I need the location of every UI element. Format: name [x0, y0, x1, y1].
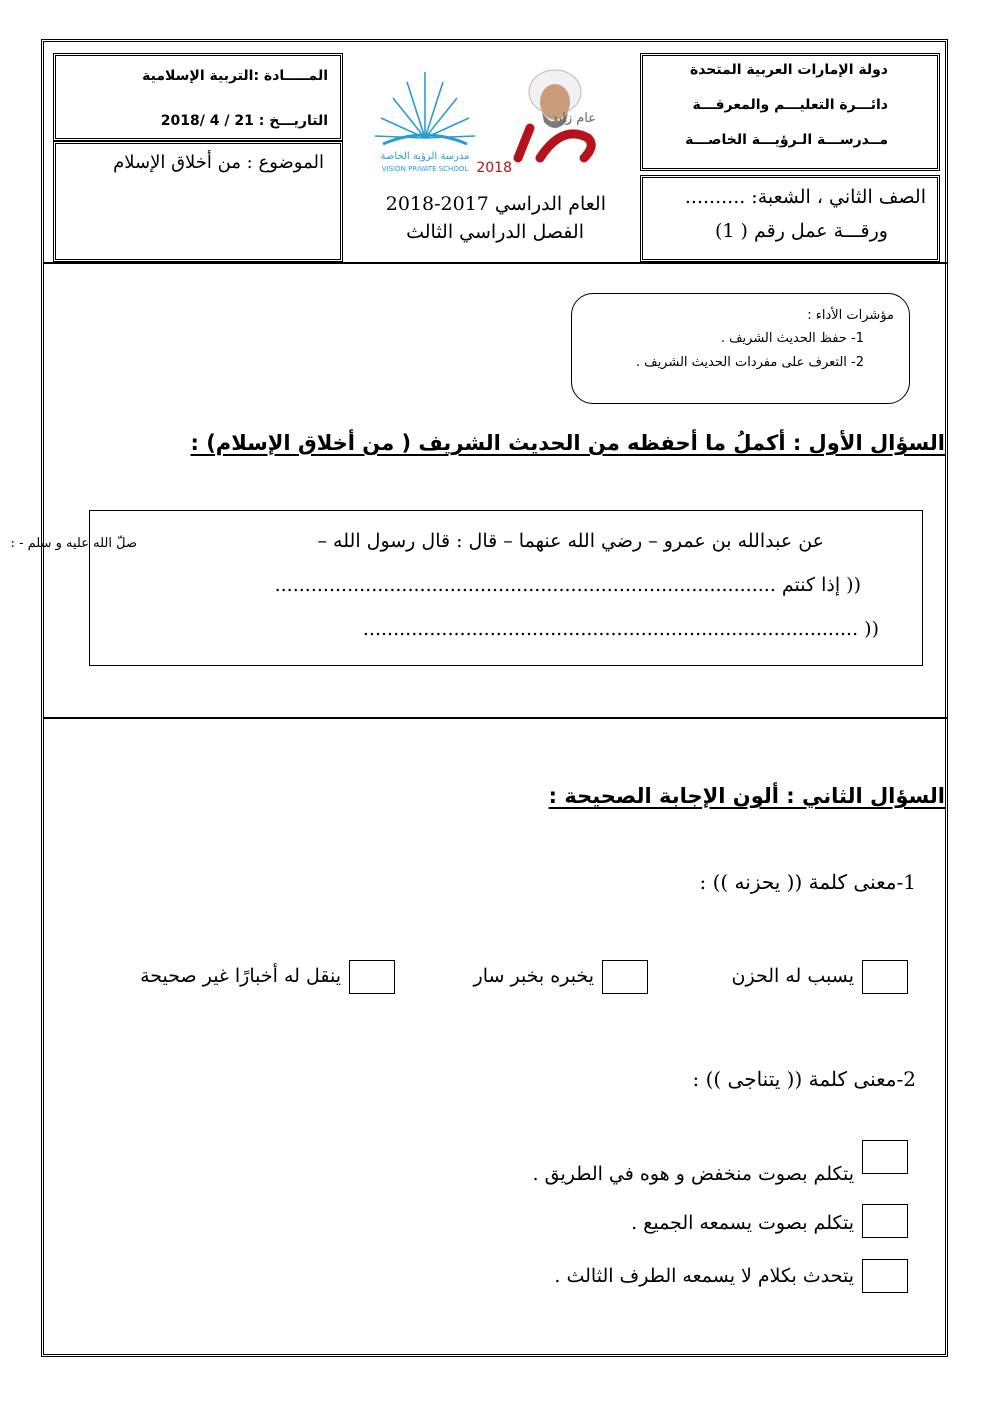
- worksheet-number: ورقـــة عمل رقم ( 1): [714, 220, 888, 242]
- zayed-logo-year: 2018: [476, 160, 512, 176]
- hadith-blank-line-2[interactable]: (( ..................................................................................: [362, 618, 879, 640]
- q2-item-2-prompt: 2-معنى كلمة (( يتناجى )) :: [692, 1067, 916, 1091]
- option-checkbox[interactable]: [602, 960, 648, 994]
- option-checkbox[interactable]: [862, 1259, 908, 1293]
- q2-item-2-option-2: يتكلم بصوت يسمعه الجميع .: [631, 1212, 854, 1234]
- academic-year: العام الدراسي 2017-2018: [385, 193, 606, 215]
- school-logo-en: VISION PRIVATE SCHOOL: [381, 165, 469, 173]
- grade-section: الصف الثاني ، الشعبة: ..........: [684, 186, 926, 208]
- school-logo: [365, 66, 485, 176]
- indicator-2: 2- التعرف على مفردات الحديث الشريف .: [635, 355, 864, 370]
- option-checkbox[interactable]: [862, 1204, 908, 1238]
- zayed-year-logo: [476, 62, 615, 177]
- country-name: دولة الإمارات العربية المتحدة: [689, 62, 888, 78]
- q2-item-2-option-3: يتحدث بكلام لا يسمعه الطرف الثالث .: [554, 1265, 854, 1287]
- hadith-blank-line-1[interactable]: (( إذا كنتم ...................................................................................: [274, 574, 861, 596]
- option-checkbox[interactable]: [862, 1140, 908, 1174]
- q2-item-1-option-1: يسبب له الحزن: [731, 965, 854, 987]
- term: الفصل الدراسي الثالث: [406, 221, 584, 243]
- q2-item-2-option-1: يتكلم بصوت منخفض و هوه في الطريق .: [532, 1163, 854, 1185]
- q2-item-1-prompt: 1-معنى كلمة (( يحزنه )) :: [699, 870, 916, 894]
- school-logo-ar: مدرسة الرؤية الخاصة: [380, 151, 470, 162]
- school-name: مــدرســـة الـرؤيـــة الخاصـــة: [685, 132, 888, 148]
- option-checkbox[interactable]: [349, 960, 395, 994]
- date: التاريـــخ : 21 / 4 /2018: [160, 113, 328, 129]
- subject: المـــــادة :التربية الإسلامية: [142, 68, 328, 84]
- hadith-salutation: صلّ الله عليه و سلم - :: [10, 536, 137, 551]
- header-divider: [44, 262, 948, 264]
- topic: الموضوع : من أخلاق الإسلام: [113, 152, 324, 173]
- question-1-title: السؤال الأول : أكملُ ما أحفظه من الحديث الشريف ( من أخلاق الإسلام) :: [190, 431, 945, 455]
- hadith-narration: عن عبدالله بن عمرو – رضي الله عنهما – قال : قال رسول الله –: [317, 530, 824, 552]
- question-2-title: السؤال الثاني : ألون الإجابة الصحيحة :: [548, 784, 945, 808]
- zayed-logo-label: عام زايد: [551, 111, 596, 126]
- q2-item-1-option-2: يخبره بخبر سار: [473, 965, 594, 987]
- section-divider: [44, 717, 948, 719]
- option-checkbox[interactable]: [862, 960, 908, 994]
- q2-item-1-option-3: ينقل له أخبارًا غير صحيحة: [140, 965, 341, 987]
- department-name: دائـــرة التعليـــم والمعرفـــة: [692, 97, 888, 113]
- indicator-1: 1- حفظ الحديث الشريف .: [720, 331, 864, 346]
- indicators-title: مؤشرات الأداء :: [807, 308, 894, 323]
